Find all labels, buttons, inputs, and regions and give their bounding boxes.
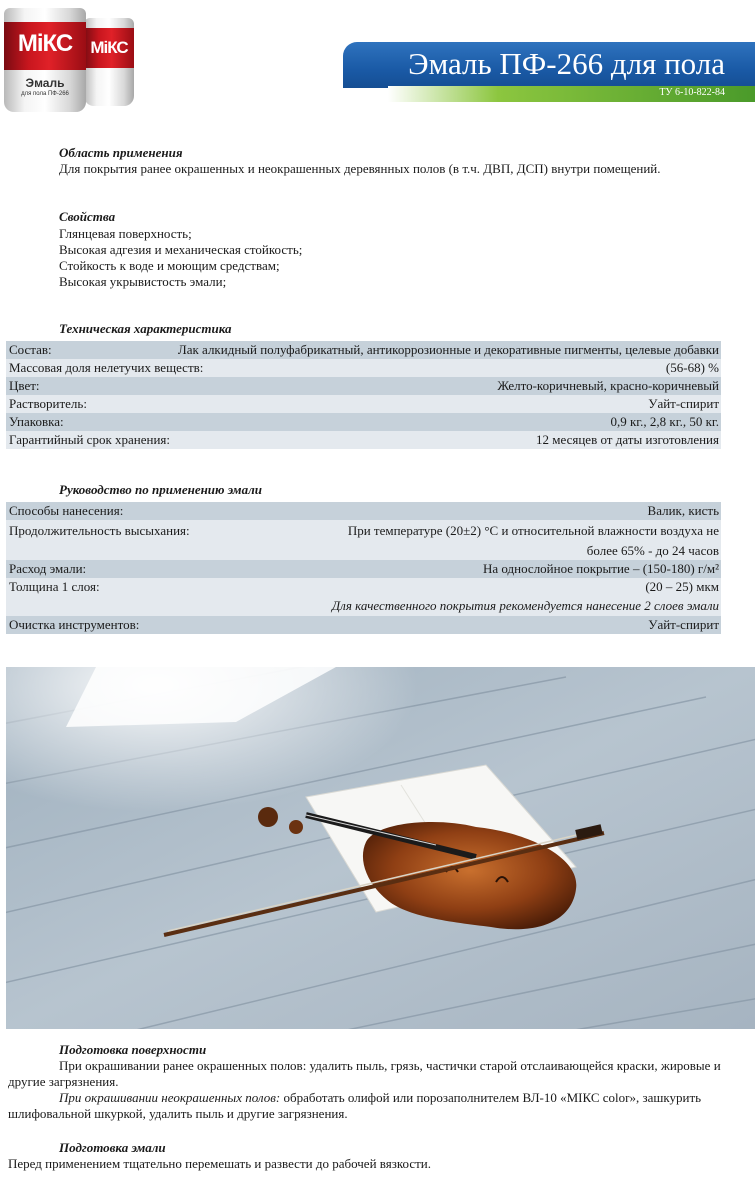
- tech-value: (56-68) %: [665, 360, 719, 375]
- surface-prep-title: Подготовка поверхности: [59, 1042, 207, 1057]
- tech-table: [6, 341, 721, 449]
- tech-row: [6, 359, 721, 377]
- guide-title: Руководство по применению эмали: [59, 482, 262, 497]
- guide-row: [6, 502, 721, 520]
- tech-row: [6, 341, 721, 359]
- application-text: Для покрытия ранее окрашенных и неокрашенных деревянных полов (в т.ч. ДВП, ДСП) внутри помещений.: [59, 161, 661, 176]
- properties-title: Свойства: [59, 209, 116, 224]
- guide-table: [6, 502, 721, 634]
- surface-prep-unpainted-lead: При окрашивании неокрашенных полов:: [59, 1090, 281, 1105]
- title-banner: [343, 42, 755, 88]
- property-item: Глянцевая поверхность;: [59, 226, 192, 241]
- guide-row: [6, 578, 721, 596]
- guide-value: Для качественного покрытия рекомендуется нанесение 2 слоев эмали: [331, 598, 719, 613]
- enamel-prep-title: Подготовка эмали: [59, 1140, 166, 1155]
- surface-prep-painted: При окрашивании ранее окрашенных полов: удалить пыль, грязь, частички старой отслаивающейся краски, жировые и другие загрязнения.: [8, 1058, 721, 1089]
- product-title: Эмаль ПФ-266 для пола: [408, 46, 725, 81]
- guide-value: На однослойное покрытие – (150-180) г/м²: [483, 561, 719, 576]
- guide-key: Способы нанесения:: [9, 503, 124, 518]
- tech-value: Лак алкидный полуфабрикатный, антикоррозионные и декоративные пигменты, целевые добавки: [177, 342, 719, 357]
- tech-value: 0,9 кг., 2,8 кг., 50 кг.: [610, 414, 719, 429]
- tech-key: Растворитель:: [9, 396, 87, 411]
- violin-photo-illustration: [6, 667, 755, 1029]
- tech-key: Упаковка:: [9, 414, 64, 429]
- guide-row: [6, 542, 721, 560]
- tech-row: [6, 431, 721, 449]
- tech-value: Желто-коричневый, красно-коричневый: [497, 378, 719, 393]
- enamel-prep-text: Перед применением тщательно перемешать и развести до рабочей вязкости.: [8, 1156, 431, 1171]
- product-cans-image: [0, 8, 150, 118]
- tech-key: Цвет:: [9, 378, 40, 393]
- tech-title: Техническая характеристика: [59, 321, 232, 336]
- can-brand-front: МіКС: [17, 30, 73, 57]
- can-label: Эмаль: [25, 76, 65, 90]
- guide-key: Продолжительность высыхания:: [9, 523, 190, 538]
- tech-value: 12 месяцев от даты изготовления: [536, 432, 719, 447]
- can-brand-back: МіКС: [90, 38, 128, 57]
- tech-key: Массовая доля нелетучих веществ:: [9, 360, 204, 375]
- guide-value: Уайт-спирит: [648, 617, 719, 632]
- can-sublabel: для пола ПФ-266: [21, 91, 69, 97]
- guide-value: (20 – 25) мкм: [645, 579, 719, 594]
- guide-row: [6, 560, 721, 578]
- guide-key: Очистка инструментов:: [9, 617, 140, 632]
- tech-value: Уайт-спирит: [648, 396, 719, 411]
- product-can-back: [84, 18, 134, 106]
- guide-value: При температуре (20±2) °С и относительной влажности воздуха не: [347, 523, 719, 538]
- property-item: Высокая адгезия и механическая стойкость;: [59, 242, 303, 257]
- guide-key: Толщина 1 слоя:: [9, 579, 100, 594]
- tech-row: [6, 395, 721, 413]
- guide-row: [6, 616, 721, 634]
- property-item: Стойкость к воде и моющим средствам;: [59, 258, 280, 273]
- surface-prep-unpainted-text: обработать олифой или порозаполнителем ВЛ-10 «МІКС color», зашкурить шлифовальной шкуркой, удалить пыль и другие загрязнения.: [8, 1090, 702, 1121]
- standard-banner: [388, 86, 755, 102]
- guide-key: Расход эмали:: [9, 561, 87, 576]
- guide-row: [6, 596, 721, 616]
- tech-key: Гарантийный срок хранения:: [9, 432, 171, 447]
- tech-key: Состав:: [9, 342, 52, 357]
- tech-row: [6, 377, 721, 395]
- guide-row: [6, 520, 721, 542]
- guide-value: более 65% - до 24 часов: [586, 543, 719, 558]
- standard-code: ТУ 6-10-822-84: [659, 87, 725, 98]
- guide-value: Валик, кисть: [647, 503, 719, 518]
- product-can-front: [4, 8, 86, 112]
- violin-on-floor-photo: [6, 667, 755, 1029]
- application-title: Область применения: [59, 145, 183, 160]
- surface-prep-unpainted: [8, 1090, 748, 1122]
- tech-row: [6, 413, 721, 431]
- page-header: [0, 0, 755, 118]
- property-item: Высокая укрывистость эмали;: [59, 274, 227, 289]
